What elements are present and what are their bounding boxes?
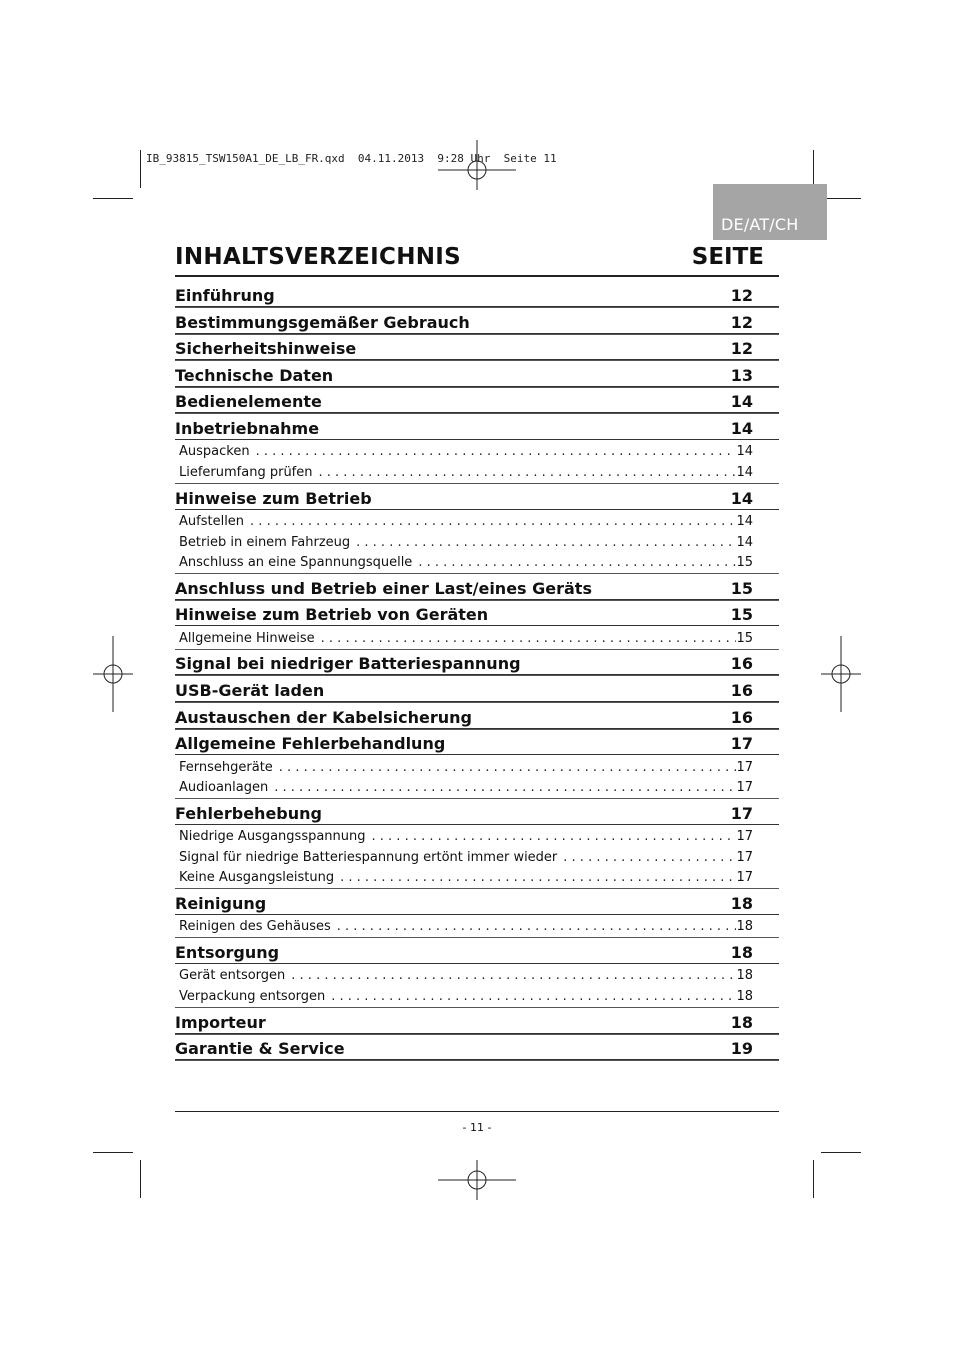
toc-entry[interactable]	[175, 577, 779, 600]
toc-subentry[interactable]	[175, 755, 779, 776]
toc-section	[175, 603, 779, 652]
toc-entry-label: Einführung	[175, 286, 275, 305]
toc-section	[175, 732, 779, 802]
toc-section	[175, 802, 779, 892]
toc-subentry-label: Lieferumfang prüfen	[179, 464, 313, 480]
footer-rule	[175, 1111, 779, 1112]
toc-subentry-page: 18	[736, 988, 753, 1004]
toc-entry-page: 17	[730, 734, 753, 754]
toc-subentry[interactable]	[175, 866, 779, 887]
toc-subentry-page: 15	[736, 555, 753, 571]
toc-entry-page: 15	[730, 578, 753, 598]
toc-section	[175, 390, 779, 417]
toc-section	[175, 941, 779, 1011]
dot-leader	[356, 535, 736, 551]
toc-section	[175, 706, 779, 733]
toc-section	[175, 1037, 779, 1064]
toc-entry[interactable]	[175, 892, 779, 915]
toc-subentry-label: Keine Ausgangsleistung	[179, 870, 335, 886]
toc-subentry[interactable]	[175, 776, 779, 797]
toc-subentry[interactable]	[175, 530, 779, 551]
registration-mark-right	[821, 636, 861, 712]
toc-section	[175, 577, 779, 604]
page-title: INHALTSVERZEICHNIS	[175, 244, 462, 270]
dot-leader	[321, 631, 737, 647]
toc-subentry-label: Aufstellen	[179, 514, 245, 530]
toc-entry[interactable]	[175, 284, 779, 307]
dot-leader	[291, 968, 736, 984]
toc-entry[interactable]	[175, 732, 779, 755]
toc-entry-page: 18	[730, 893, 753, 913]
title-rule	[175, 275, 779, 277]
toc-subentry-page: 14	[736, 514, 753, 530]
toc-entry-page: 15	[730, 605, 753, 625]
toc-section	[175, 337, 779, 364]
toc-subentry[interactable]	[175, 964, 779, 985]
toc-subentry-label: Allgemeine Hinweise	[179, 630, 315, 646]
toc-subentry-page: 15	[736, 630, 753, 646]
toc-entry-label: Anschluss und Betrieb einer Last/eines Geräts	[175, 578, 592, 598]
dot-leader	[337, 919, 737, 935]
toc-subentry[interactable]	[175, 440, 779, 461]
toc-entry-label: Reinigung	[175, 893, 267, 913]
toc-entry-page: 16	[730, 654, 753, 674]
toc-subentry[interactable]	[175, 915, 779, 936]
dot-leader	[340, 870, 736, 886]
toc-entry-page: 16	[730, 707, 753, 727]
toc-subentry-label: Niedrige Ausgangsspannung	[179, 829, 366, 845]
language-tab-label: DE/AT/CH	[721, 215, 799, 234]
toc-subentry-page: 17	[736, 780, 753, 796]
toc-subentry[interactable]	[175, 510, 779, 531]
toc-subentry-label: Signal für niedrige Batteriespannung ertönt immer wieder	[179, 849, 558, 865]
toc-subentry-label: Auspacken	[179, 444, 250, 460]
toc-entry-page: 13	[730, 365, 753, 385]
toc-entry-label: Technische Daten	[175, 365, 334, 385]
toc-entry-label: Bedienelemente	[175, 392, 322, 412]
toc-entry-label: Signal bei niedriger Batteriespannung	[175, 654, 521, 674]
toc-entry[interactable]	[175, 390, 779, 413]
toc-entry[interactable]	[175, 487, 779, 510]
toc-section	[175, 487, 779, 577]
toc-entry[interactable]	[175, 311, 779, 334]
toc-section	[175, 311, 779, 338]
dot-leader	[256, 444, 737, 460]
toc-section	[175, 679, 779, 706]
toc-section	[175, 1011, 779, 1038]
toc-subentry[interactable]	[175, 626, 779, 647]
toc-entry-label: Austauschen der Kabelsicherung	[175, 707, 472, 727]
toc-subentry-label: Betrieb in einem Fahrzeug	[179, 534, 351, 550]
toc-subentry-label: Audioanlagen	[179, 780, 269, 796]
toc-entry[interactable]	[175, 1011, 779, 1034]
toc-entry-label: Inbetriebnahme	[175, 418, 320, 438]
toc-entry-label: Bestimmungsgemäßer Gebrauch	[175, 312, 470, 332]
toc-subentry-page: 14	[736, 464, 753, 480]
toc-entry-label: Entsorgung	[175, 942, 280, 962]
toc-subentry[interactable]	[175, 551, 779, 572]
toc-entry-label: Fehlerbehebung	[175, 803, 322, 823]
toc-entry-page: 18	[730, 1012, 753, 1032]
dot-leader	[563, 850, 736, 866]
toc-subentry-label: Gerät entsorgen	[179, 968, 286, 984]
toc-subentry-page: 17	[736, 849, 753, 865]
toc-entry[interactable]	[175, 603, 779, 626]
toc-subentry-page: 18	[736, 919, 753, 935]
entry-separator	[175, 1060, 779, 1064]
dot-leader	[250, 514, 736, 530]
toc-entry-page: 12	[730, 312, 753, 332]
toc-section	[175, 284, 779, 311]
table-of-contents	[175, 284, 779, 1064]
toc-entry-label: Hinweise zum Betrieb	[175, 488, 372, 508]
page-column-header: SEITE	[691, 244, 764, 270]
toc-entry[interactable]	[175, 652, 779, 675]
toc-entry-label: Sicherheitshinweise	[175, 339, 357, 359]
toc-entry-page: 19	[730, 1039, 753, 1059]
toc-entry-page: 17	[730, 803, 753, 823]
registration-mark-bottom	[438, 1160, 516, 1200]
toc-entry[interactable]	[175, 337, 779, 360]
toc-subentry-label: Reinigen des Gehäuses	[179, 919, 331, 935]
toc-subentry[interactable]	[175, 984, 779, 1005]
toc-entry-page: 14	[730, 418, 753, 438]
dot-leader	[331, 989, 736, 1005]
toc-entry[interactable]	[175, 364, 779, 387]
toc-entry[interactable]	[175, 802, 779, 825]
dot-leader	[279, 760, 737, 776]
dot-leader	[418, 555, 736, 571]
toc-entry-label: Hinweise zum Betrieb von Geräten	[175, 605, 489, 625]
registration-mark-left	[93, 636, 133, 712]
print-slug: IB_93815_TSW150A1_DE_LB_FR.qxd 04.11.2013 9:28 Uhr Seite 11	[146, 152, 557, 165]
toc-subentry[interactable]	[175, 845, 779, 866]
toc-subentry-page: 17	[736, 870, 753, 886]
page-number: - 11 -	[462, 1121, 492, 1134]
toc-subentry[interactable]	[175, 825, 779, 846]
toc-subentry-page: 14	[736, 534, 753, 550]
toc-section	[175, 417, 779, 487]
toc-entry-page: 18	[730, 942, 753, 962]
toc-subentry-page: 17	[736, 829, 753, 845]
dot-leader	[274, 780, 736, 796]
dot-leader	[319, 465, 737, 481]
toc-entry-page: 14	[730, 488, 753, 508]
toc-subentry-label: Fernsehgeräte	[179, 759, 273, 775]
toc-entry-page: 12	[730, 286, 753, 305]
toc-subentry-page: 14	[736, 444, 753, 460]
toc-subentry-page: 18	[736, 968, 753, 984]
toc-section	[175, 364, 779, 391]
toc-subentry-label: Verpackung entsorgen	[179, 988, 326, 1004]
toc-entry[interactable]	[175, 941, 779, 964]
toc-subentry-page: 17	[736, 759, 753, 775]
toc-entry[interactable]	[175, 1037, 779, 1060]
toc-entry-label: Garantie & Service	[175, 1039, 345, 1059]
registration-mark-top	[438, 140, 516, 190]
toc-entry-page: 14	[730, 392, 753, 412]
dot-leader	[372, 829, 737, 845]
toc-subentry[interactable]	[175, 460, 779, 481]
toc-entry-page: 16	[730, 680, 753, 700]
toc-entry[interactable]	[175, 706, 779, 729]
toc-entry[interactable]	[175, 417, 779, 440]
toc-entry-page: 12	[730, 339, 753, 359]
toc-section	[175, 652, 779, 679]
toc-subentry-label: Anschluss an eine Spannungsquelle	[179, 555, 413, 571]
toc-section	[175, 892, 779, 941]
toc-entry[interactable]	[175, 679, 779, 702]
language-tab	[713, 184, 827, 240]
toc-entry-label: Allgemeine Fehlerbehandlung	[175, 734, 446, 754]
toc-entry-label: USB-Gerät laden	[175, 680, 325, 700]
toc-entry-label: Importeur	[175, 1012, 266, 1032]
